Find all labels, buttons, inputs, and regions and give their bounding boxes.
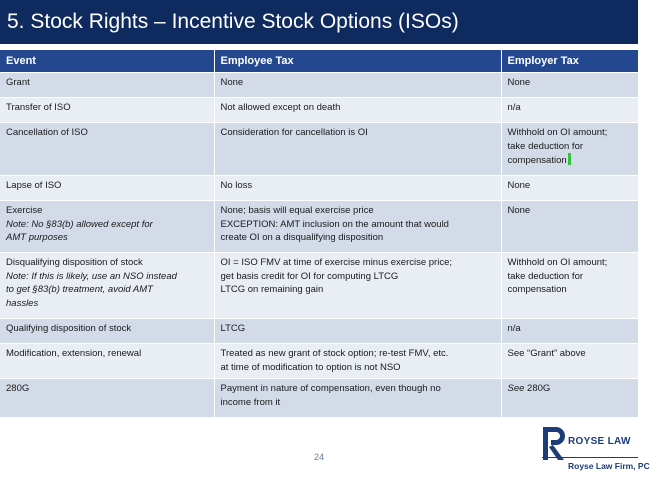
employee-tax-cell: OI = ISO FMV at time of exercise minus exercise price; get basis credit for OI for computing LTCG LTCG on remaining gain <box>214 253 501 319</box>
employer-tax-cell: Withhold on OI amount; take deduction for compensation <box>501 123 638 176</box>
table-row <box>0 73 638 98</box>
employee-tax-cell: Consideration for cancellation is OI <box>214 123 501 176</box>
header-event: Event <box>0 50 214 73</box>
table-row <box>0 253 638 319</box>
employee-tax-cell: Payment in nature of compensation, even though no income from it <box>214 379 501 417</box>
event-note: Note: No §83(b) allowed except for <box>6 218 153 230</box>
event-cell: Cancellation of ISO <box>0 123 214 176</box>
r-monogram-icon <box>542 426 566 461</box>
royse-law-logo <box>542 426 650 479</box>
employer-tax-cell: Withhold on OI amount; take deduction for compensation <box>501 253 638 319</box>
employer-tax-cell: None <box>501 176 638 201</box>
event-cell: Disqualifying disposition of stock Note: If this is likely, use an NSO instead to get §83(b) treatment, avoid AMT hassles <box>0 253 214 319</box>
iso-tax-table <box>0 50 639 417</box>
employee-tax-cell: None; basis will equal exercise price EXCEPTION: AMT inclusion on the amount that would create OI on a disqualifying disposition <box>214 201 501 253</box>
table-header-row <box>0 50 638 73</box>
event-note: hassles <box>6 297 39 309</box>
page-number: 24 <box>313 452 324 462</box>
employer-tax-cell: See 280G <box>501 379 638 417</box>
table-row <box>0 201 638 253</box>
event-note: Note: If this is likely, use an NSO instead <box>6 270 177 282</box>
logo-firm-full-name: Royse Law Firm, PC <box>568 461 650 471</box>
header-employee-tax: Employee Tax <box>214 50 501 73</box>
event-cell: Exercise Note: No §83(b) allowed except for AMT purposes <box>0 201 214 253</box>
header-employer-tax: Employer Tax <box>501 50 638 73</box>
table-row <box>0 176 638 201</box>
employee-tax-cell: No loss <box>214 176 501 201</box>
table-row <box>0 379 638 417</box>
employee-tax-cell: Not allowed except on death <box>214 98 501 123</box>
employee-tax-cell: Treated as new grant of stock option; re-test FMV, etc. at time of modification to option is not NSO <box>214 344 501 379</box>
logo-divider <box>542 457 638 458</box>
event-cell: Qualifying disposition of stock <box>0 319 214 344</box>
table-row <box>0 123 638 176</box>
text-cursor-marker <box>568 153 571 165</box>
slide-title: 5. Stock Rights – Incentive Stock Options (ISOs) <box>0 0 638 44</box>
employee-tax-cell: LTCG <box>214 319 501 344</box>
table-row <box>0 344 638 379</box>
table-row <box>0 98 638 123</box>
logo-firm-name: ROYSE LAW <box>568 436 631 447</box>
event-cell: 280G <box>0 379 214 417</box>
event-note: to get §83(b) treatment, avoid AMT <box>6 284 153 295</box>
event-cell: Grant <box>0 73 214 98</box>
employee-tax-cell: None <box>214 73 501 98</box>
employer-tax-cell: See “Grant” above <box>501 344 638 379</box>
employer-tax-cell: None <box>501 73 638 98</box>
event-cell: Modification, extension, renewal <box>0 344 214 379</box>
event-cell: Transfer of ISO <box>0 98 214 123</box>
table-row <box>0 319 638 344</box>
employer-tax-cell: n/a <box>501 98 638 123</box>
event-note: AMT purposes <box>6 232 68 243</box>
employer-tax-cell: n/a <box>501 319 638 344</box>
event-cell: Lapse of ISO <box>0 176 214 201</box>
employer-tax-cell: None <box>501 201 638 253</box>
